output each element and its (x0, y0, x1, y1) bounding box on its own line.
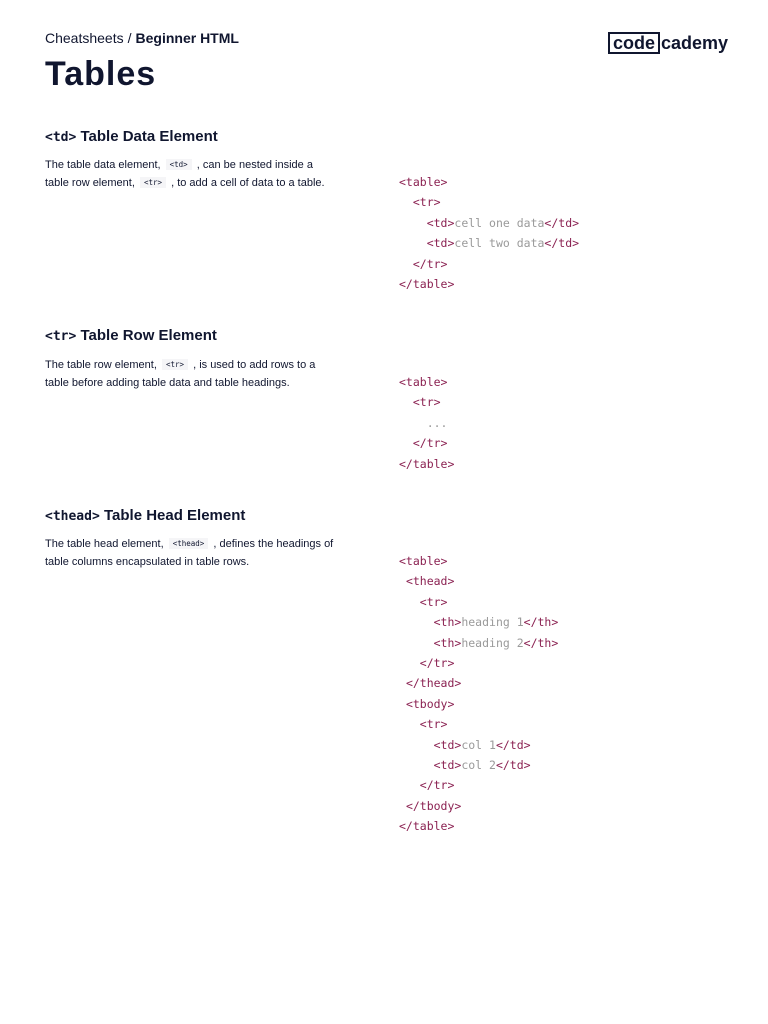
section-description-thead (45, 535, 335, 571)
section-heading-thead (45, 506, 245, 527)
code-value: heading 1 (461, 615, 524, 630)
code-tag: <tr> (419, 594, 448, 609)
description-text: The table data element, (45, 159, 161, 171)
section-heading-tag: <td> (45, 130, 77, 145)
code-tag: <th> (433, 635, 462, 650)
code-tag: </tr> (412, 256, 448, 271)
code-value: heading 2 (461, 635, 524, 650)
code-value: cell one data (454, 215, 545, 230)
code-tag: <tr> (412, 195, 441, 210)
code-tag: </table> (399, 819, 455, 834)
code-line (399, 592, 558, 612)
code-tag: <tbody> (405, 696, 455, 711)
description-text: The table row element, (45, 359, 157, 371)
code-tag: </tr> (419, 655, 455, 670)
code-tag: </td> (544, 215, 580, 230)
breadcrumb-link-cheatsheets[interactable]: Cheatsheets (45, 30, 124, 46)
description-text: The table head element, (45, 538, 164, 550)
code-line (399, 192, 579, 212)
code-line (399, 551, 558, 571)
code-example-tr (399, 372, 454, 474)
code-line (399, 714, 558, 734)
code-line (399, 612, 558, 632)
code-line (399, 633, 558, 653)
description-text: , can be nested inside a table row element, (45, 159, 313, 189)
code-line (399, 735, 558, 755)
code-value: col 1 (461, 737, 496, 752)
breadcrumb-current: Beginner HTML (135, 30, 239, 46)
code-tag: <table> (399, 554, 448, 568)
code-line (399, 372, 454, 392)
code-line (399, 413, 454, 433)
code-line (399, 454, 454, 474)
code-line (399, 172, 579, 192)
code-line (399, 775, 558, 795)
code-tag: </table> (399, 276, 455, 291)
code-line (399, 392, 454, 412)
code-line (399, 254, 579, 274)
code-line (399, 233, 579, 253)
code-tag: </tr> (419, 778, 455, 793)
code-tag: <thead> (405, 574, 455, 589)
codecademy-logo[interactable] (608, 31, 728, 55)
section-heading-text: Table Head Element (103, 507, 246, 524)
inline-code: <tr> (162, 359, 188, 370)
code-line (399, 274, 579, 294)
code-tag: </td> (495, 737, 531, 752)
description-text: , to add a cell of data to a table. (171, 177, 325, 189)
code-tag: <th> (433, 615, 462, 630)
code-line (399, 755, 558, 775)
breadcrumb (45, 29, 239, 47)
code-tag: </td> (495, 757, 531, 772)
code-value: col 2 (461, 757, 496, 772)
inline-code: <tr> (140, 177, 166, 188)
code-line (399, 796, 558, 816)
code-tag: </tr> (412, 436, 448, 451)
code-line (399, 433, 454, 453)
code-tag: </th> (523, 635, 559, 650)
description-text: , defines the headings of table columns encapsulated in table rows. (45, 538, 334, 568)
code-tag: </table> (399, 456, 455, 471)
code-tag: <td> (433, 737, 462, 752)
section-description-td (45, 156, 335, 192)
code-tag: <td> (426, 236, 455, 251)
code-tag: <td> (426, 215, 455, 230)
description-text: , is used to add rows to a table before adding table data and table headings. (45, 359, 316, 389)
section-heading-tr (45, 326, 217, 347)
code-line (399, 213, 579, 233)
section-heading-text: Table Data Element (80, 128, 218, 145)
section-heading-text: Table Row Element (80, 327, 217, 344)
code-line (399, 694, 558, 714)
logo-box-text: code (608, 32, 660, 54)
code-tag: <tr> (419, 717, 448, 732)
code-example-thead (399, 551, 558, 836)
code-tag: </th> (523, 615, 559, 630)
code-tag: <td> (433, 757, 462, 772)
code-example-td (399, 172, 579, 294)
code-line (399, 571, 558, 591)
code-tag: </thead> (405, 676, 462, 691)
code-tag: </td> (544, 236, 580, 251)
logo-rest-text: cademy (661, 32, 729, 53)
section-heading-tag: <tr> (45, 329, 77, 344)
section-description-tr (45, 356, 335, 392)
section-heading-tag: <thead> (45, 509, 100, 524)
code-tag: <tr> (412, 395, 441, 410)
page-title: Tables (45, 55, 157, 93)
code-value: ... (426, 415, 448, 430)
section-heading-td (45, 127, 218, 148)
code-line (399, 653, 558, 673)
code-tag: </tbody> (405, 798, 462, 813)
code-tag: <table> (399, 375, 448, 389)
code-line (399, 816, 558, 836)
inline-code: <td> (166, 159, 192, 170)
inline-code: <thead> (169, 538, 209, 549)
code-value: cell two data (454, 236, 545, 251)
code-line (399, 673, 558, 693)
code-tag: <table> (399, 175, 448, 189)
breadcrumb-separator: / (127, 30, 132, 46)
